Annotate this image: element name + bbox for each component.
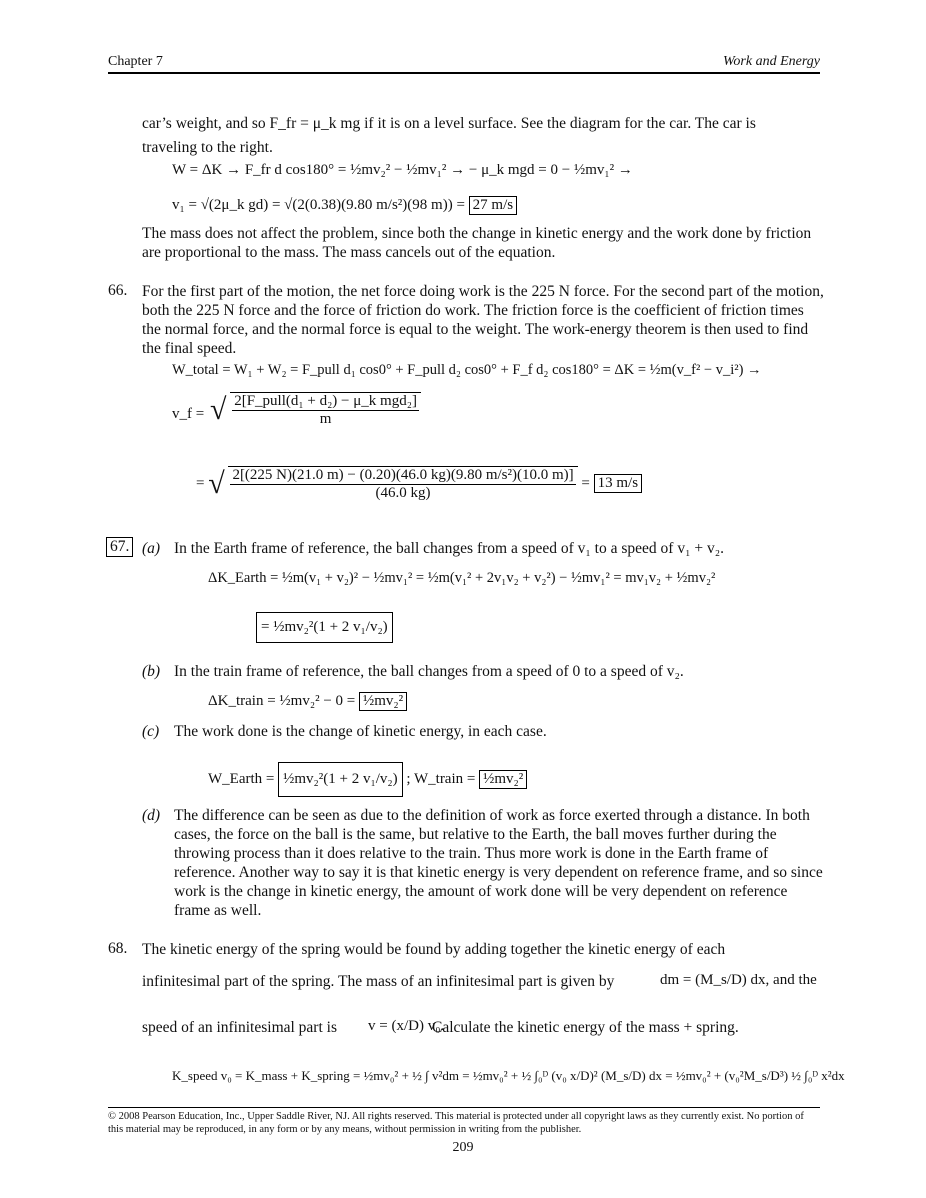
p67-b-text: In the train frame of reference, the ball changes from a speed of 0 to a speed of v₂. bbox=[174, 663, 684, 680]
p67-c-answer-box-1: ½mv₂²(1 + 2 v₁/v₂) bbox=[278, 762, 402, 797]
p67-b-label: (b) bbox=[142, 663, 161, 680]
p68-line3c: Calculate the kinetic energy of the mass + spring. bbox=[432, 1019, 739, 1036]
p66-eq3 bbox=[196, 466, 642, 502]
copyright-notice: © 2008 Pearson Education, Inc., Upper Saddle River, NJ. All rights reserved. This material is protected under all copyright laws as they currently exist. No portion of this material may be reproduced, in any form or by any means, without permission in writing from the publisher. bbox=[108, 1111, 804, 1135]
p67-c-separator: ; W_train = bbox=[406, 771, 476, 787]
p65-line2: traveling to the right. bbox=[142, 139, 273, 156]
p67-c-answer-box-2: ½mv₂² bbox=[479, 770, 527, 789]
p67-c-eq bbox=[208, 762, 527, 797]
sqrt-symbol: √ bbox=[208, 467, 225, 500]
p66-eq1: W_total = W₁ + W₂ = F_pull d₁ cos0° + F_pull d₂ cos0° + F_f d₂ cos180° = ΔK = ½m(v_f² − v_i²) → bbox=[172, 362, 762, 378]
p66-eq3-frac bbox=[228, 466, 577, 502]
p65-line1: car’s weight, and so F_fr = μ_k mg if it is on a level surface. See the diagram for the car. The car is bbox=[142, 115, 756, 132]
p68-number: 68. bbox=[108, 940, 128, 957]
p67-number: 67. bbox=[106, 537, 133, 557]
p67-b-answer-box: ½mv₂² bbox=[359, 692, 407, 711]
p67-b-eq-text: ΔK_train = ½mv₂² − 0 = bbox=[208, 693, 356, 709]
header-rule bbox=[108, 72, 820, 74]
equals-sign: = bbox=[581, 475, 590, 492]
p66-eq3-numerator: 2[(225 N)(21.0 m) − (0.20)(46.0 kg)(9.80 m/s²)(10.0 m)] bbox=[232, 467, 574, 483]
p67-c-eq1-text: W_Earth = bbox=[208, 771, 275, 787]
p65-text: The mass does not affect the problem, since both the change in kinetic energy and the work done by friction are proportional to the mass. The mass cancels out of the equation. bbox=[142, 225, 812, 261]
p68-line2a: infinitesimal part of the spring. The mass of an infinitesimal part is given by bbox=[142, 973, 615, 990]
p65-eq1: W = ΔK → F_fr d cos180° = ½mv₂² − ½mv₁² → − μ_k mgd = 0 − ½mv₁² → bbox=[172, 162, 633, 178]
sqrt-symbol: √ bbox=[210, 393, 227, 426]
p68-line1: The kinetic energy of the spring would be found by adding together the kinetic energy of each bbox=[142, 941, 726, 958]
equals-sign: = bbox=[196, 475, 205, 492]
p67-c-label: (c) bbox=[142, 723, 160, 740]
p67-c-text: The work done is the change of kinetic energy, in each case. bbox=[174, 723, 547, 740]
p66-eq2-lhs: v_f = bbox=[172, 406, 205, 422]
chapter-title: Work and Energy bbox=[723, 54, 820, 69]
chapter-label: Chapter 7 bbox=[108, 54, 163, 69]
p67-a-text: In the Earth frame of reference, the ball changes from a speed of v₁ to a speed of v₁ + v₂. bbox=[174, 540, 725, 557]
p68-line2b: dm = (M_s/D) dx, and the bbox=[660, 972, 817, 988]
p66-answer-box: 13 m/s bbox=[594, 474, 642, 493]
p67-a-eq2 bbox=[256, 612, 393, 643]
page-number: 209 bbox=[452, 1140, 474, 1155]
p65-eq2-text: v₁ = √(2μ_k gd) = √(2(0.38)(9.80 m/s²)(98 m)) = bbox=[172, 197, 465, 213]
p66-eq2-radical bbox=[210, 392, 421, 428]
p66-eq2-denominator: m bbox=[319, 411, 332, 427]
p68-eq: K_speed v₀ = K_mass + K_spring = ½mv₀² + ½ ∫ v²dm = ½mv₀² + ½ ∫₀ᴰ (v₀ x/D)² (M_s/D) dx = ½mv₀² + (v₀²M_s/D³) ½ ∫₀ᴰ x²dx bbox=[172, 1068, 845, 1083]
p68-line3a: speed of an infinitesimal part is bbox=[142, 1019, 337, 1036]
p66-number: 66. bbox=[108, 282, 128, 299]
p67-d-label: (d) bbox=[142, 807, 161, 824]
p68-line3b: v = (x/D) v₀. bbox=[368, 1018, 445, 1034]
p66-text: For the first part of the motion, the net force doing work is the 225 N force. For the second part of the motion, both the 225 N force and the force of friction do work. The friction force is the coefficient of friction times the normal force, and the normal force is equal to the weight. The work-energy theorem is then used to find the final speed. bbox=[142, 283, 824, 357]
p66-eq2-numerator: 2[F_pull(d₁ + d₂) − μ_k mgd₂] bbox=[234, 393, 417, 409]
p67-b-eq bbox=[208, 692, 407, 711]
p65-answer-box: 27 m/s bbox=[469, 196, 517, 215]
p66-eq2-frac bbox=[230, 392, 421, 428]
p66-eq3-denominator: (46.0 kg) bbox=[375, 485, 431, 501]
p67-a-label: (a) bbox=[142, 540, 161, 557]
footer-rule bbox=[108, 1107, 820, 1108]
p67-a-answer-box: = ½mv₂²(1 + 2 v₁/v₂) bbox=[256, 612, 393, 643]
p67-d-text: The difference can be seen as due to the definition of work as force exerted through a distance. In both cases, the force on the ball is the same, but relative to the Earth, the ball moves further during the throwing process than it does relative to the train. Thus more work is done in the Earth frame of reference. Another way to say it is that kinetic energy is very dependent on reference frame, and so since work is the change in kinetic energy, the amount of work done will be very dependent on reference frame as well. bbox=[174, 807, 823, 919]
p67-a-eq1: ΔK_Earth = ½m(v₁ + v₂)² − ½mv₁² = ½m(v₁² + 2v₁v₂ + v₂²) − ½mv₁² = mv₁v₂ + ½mv₂² bbox=[208, 570, 716, 586]
p65-eq2 bbox=[172, 196, 517, 215]
